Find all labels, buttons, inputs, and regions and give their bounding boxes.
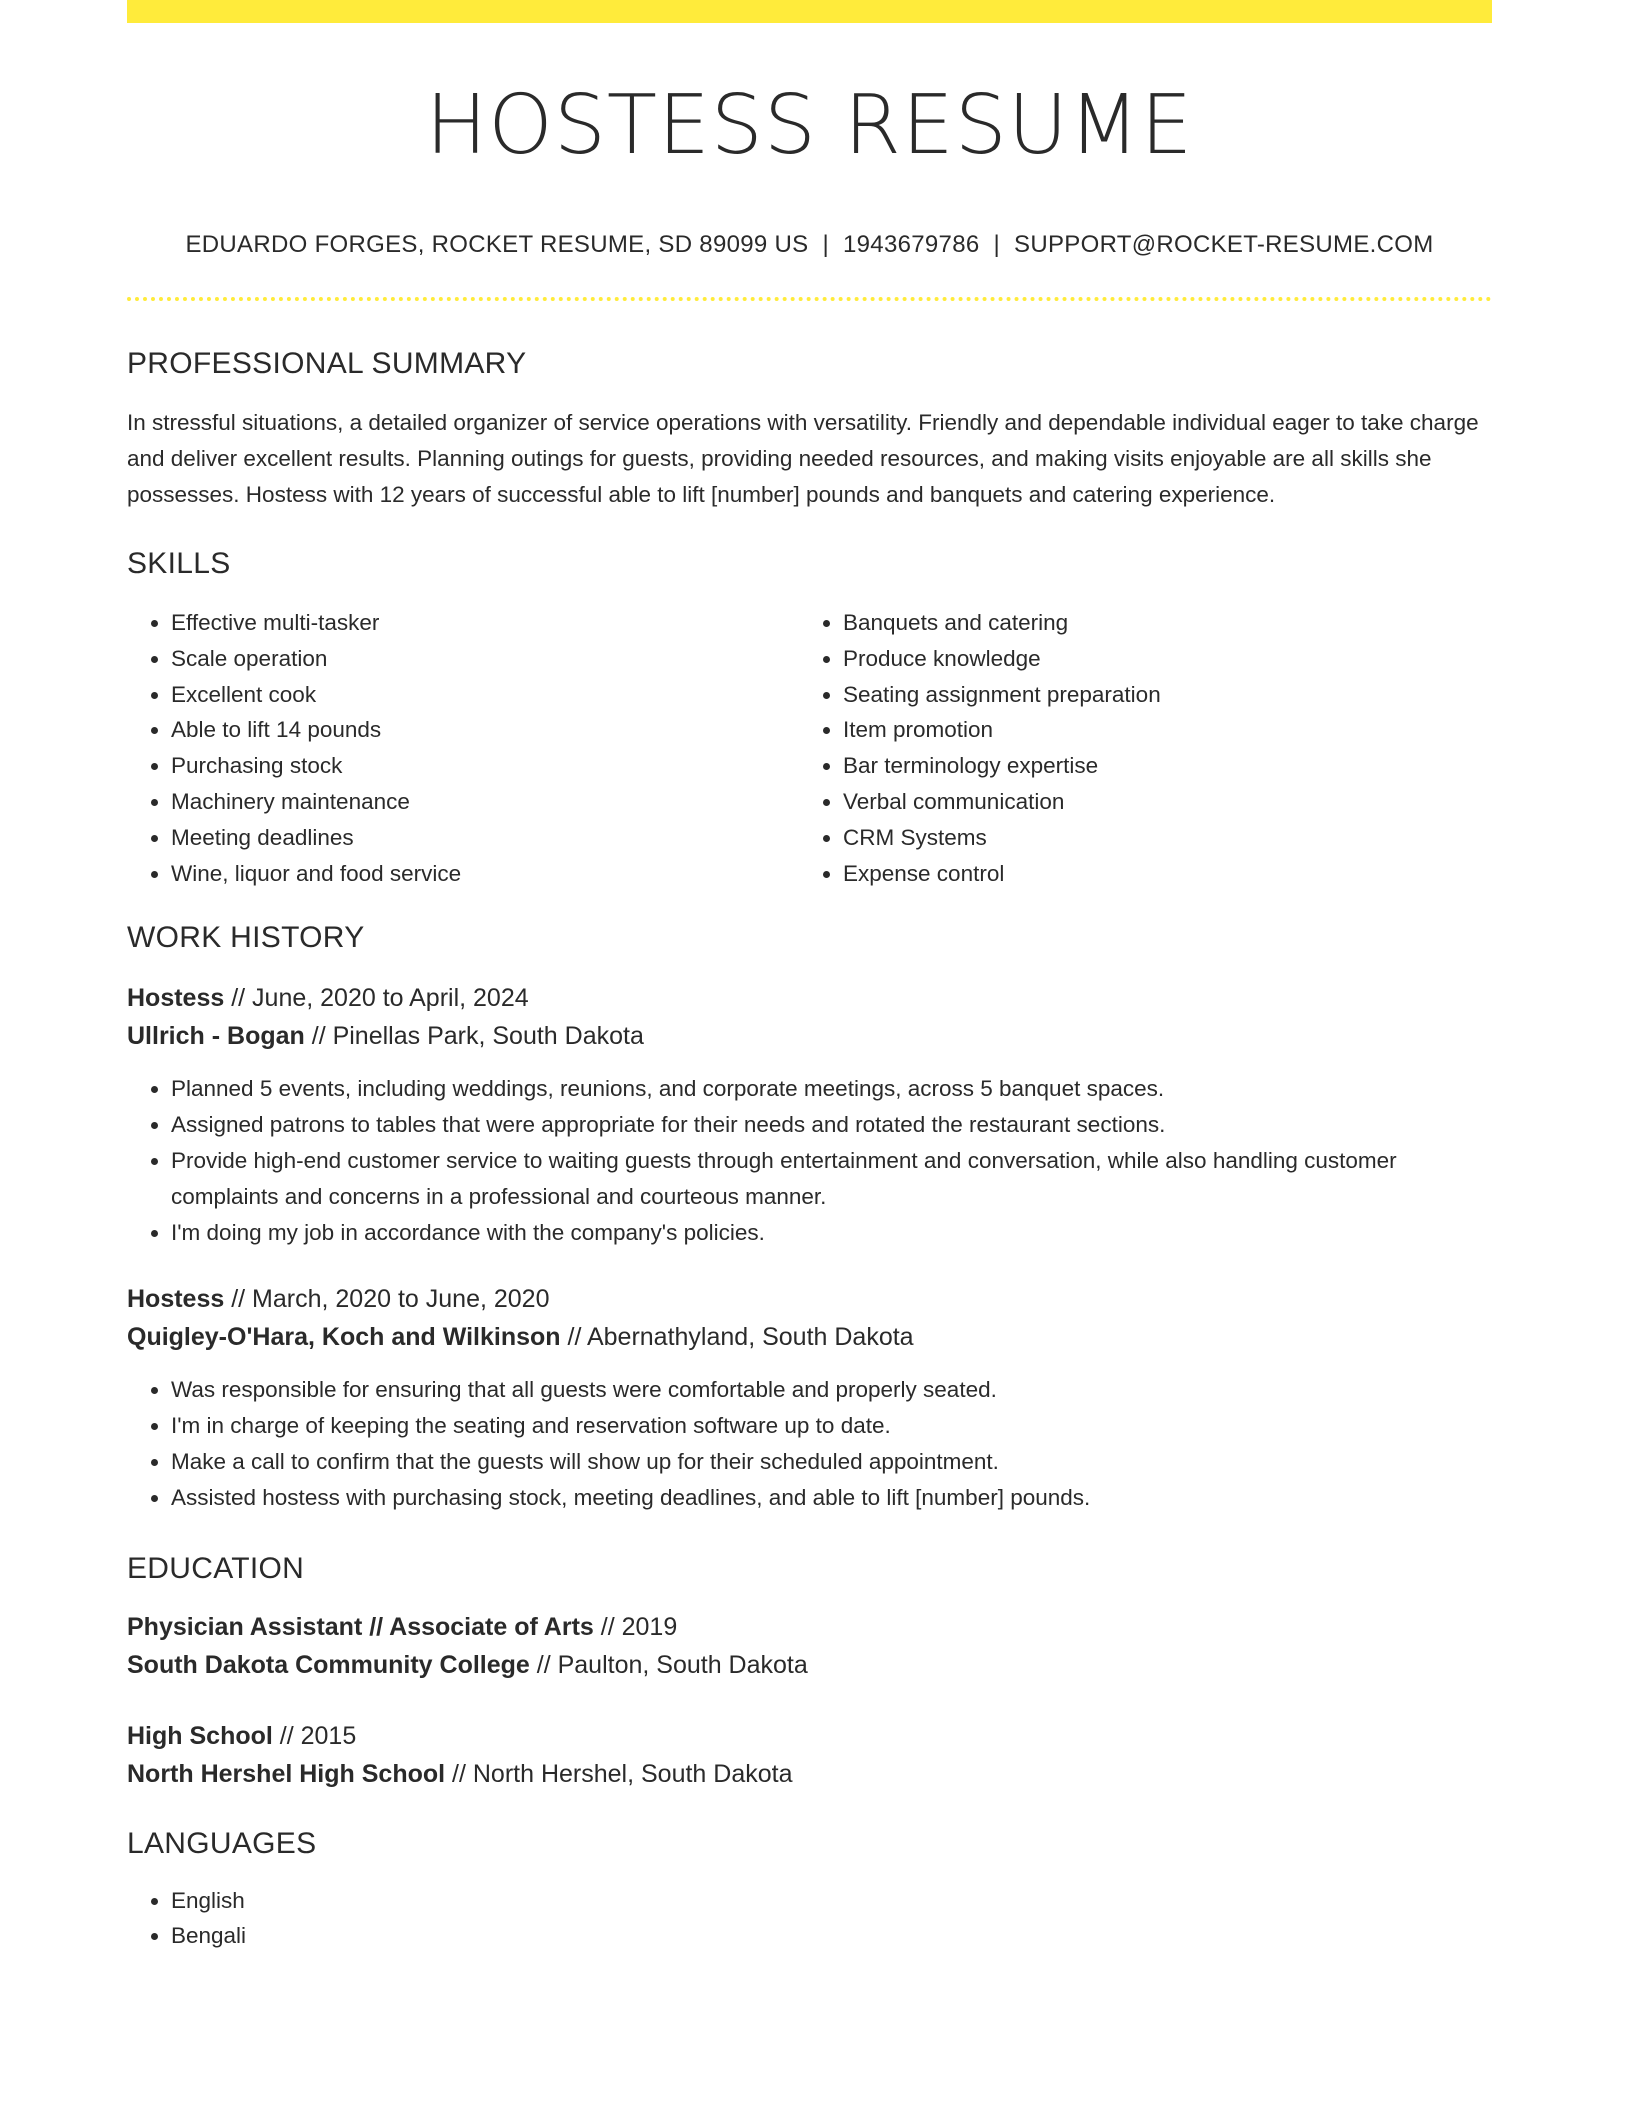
job-company: Quigley-O'Hara, Koch and Wilkinson — [127, 1323, 561, 1352]
job-company: Ullrich - Bogan — [127, 1022, 305, 1051]
job-1-title-line — [127, 979, 1492, 1017]
contact-address: EDUARDO FORGES, ROCKET RESUME, SD 89099 US — [185, 231, 809, 258]
skill-item: • Able to lift 14 pounds — [171, 712, 799, 748]
job-bullet: • Was responsible for ensuring that all guests were comfortable and properly seated. — [171, 1372, 1492, 1408]
skill-item: • Verbal communication — [843, 784, 1471, 820]
job-bullet: • Planned 5 events, including weddings, reunions, and corporate meetings, across 5 banquet spaces. — [171, 1071, 1492, 1107]
contact-line — [127, 231, 1492, 259]
skills-left-list — [127, 605, 799, 891]
language-item: • Bengali — [171, 1918, 1492, 1954]
education-1-school-line — [127, 1646, 1492, 1684]
education-degree: High School — [127, 1721, 273, 1750]
languages-heading: LANGUAGES — [127, 1826, 317, 1860]
skill-item: • Wine, liquor and food service — [171, 856, 799, 892]
skill-item: • Meeting deadlines — [171, 820, 799, 856]
education-location: // Paulton, South Dakota — [529, 1650, 808, 1679]
skill-item: • Excellent cook — [171, 677, 799, 713]
job-bullet: • I'm in charge of keeping the seating and reservation software up to date. — [171, 1408, 1492, 1444]
job-bullet: • Provide high-end customer service to waiting guests through entertainment and conversation, while also handling customer complaints and concerns in a professional and courteous manner. — [171, 1143, 1492, 1215]
skill-item: • Expense control — [843, 856, 1471, 892]
job-role: Hostess — [127, 1285, 225, 1314]
skill-item: • Bar terminology expertise — [843, 748, 1471, 784]
skill-item: • Machinery maintenance — [171, 784, 799, 820]
job-2-title-line — [127, 1280, 1492, 1318]
skill-item: • Scale operation — [171, 641, 799, 677]
skill-item: • Purchasing stock — [171, 748, 799, 784]
skills-heading: SKILLS — [127, 547, 231, 580]
education-school: South Dakota Community College — [127, 1650, 530, 1679]
skills-right-list — [799, 605, 1471, 891]
education-degree: Physician Assistant // Associate of Arts — [127, 1612, 594, 1641]
education-location: // North Hershel, South Dakota — [445, 1759, 793, 1788]
job-role: Hostess — [127, 984, 225, 1013]
education-year: // 2019 — [593, 1612, 678, 1641]
resume-title: HOSTESS RESUME — [425, 78, 1194, 173]
skill-item: • CRM Systems — [843, 820, 1471, 856]
languages-list — [127, 1883, 1492, 1955]
skill-item: • Effective multi-tasker — [171, 605, 799, 641]
contact-phone: 1943679786 — [843, 231, 980, 258]
job-bullet: • Assigned patrons to tables that were appropriate for their needs and rotated the restaurant sections. — [171, 1107, 1492, 1143]
skill-item: • Produce knowledge — [843, 641, 1471, 677]
job-bullet: • Assisted hostess with purchasing stock, meeting deadlines, and able to lift [number] pounds. — [171, 1480, 1492, 1516]
language-item: • English — [171, 1883, 1492, 1919]
job-dates: // March, 2020 to June, 2020 — [224, 1285, 550, 1314]
contact-email: SUPPORT@ROCKET-RESUME.COM — [1014, 231, 1434, 258]
summary-text: In stressful situations, a detailed organizer of service operations with versatility. Friendly and dependable individual eager to take charge and deliver excellent results. Planning outings for guests, providing needed resources, and making visits enjoyable are all skills she possesses. Hostess with 12 years of successful able to lift [number] pounds and banquets and catering experience. — [127, 410, 1479, 507]
skill-item: • Item promotion — [843, 712, 1471, 748]
skill-item: • Banquets and catering — [843, 605, 1471, 641]
contact-separator: | — [822, 231, 830, 258]
work-history-heading: WORK HISTORY — [127, 921, 365, 955]
education-heading: EDUCATION — [127, 1551, 305, 1585]
job-bullet: • I'm doing my job in accordance with the company's policies. — [171, 1215, 1492, 1251]
job-1-company-line — [127, 1017, 1492, 1055]
job-location: // Pinellas Park, South Dakota — [304, 1022, 644, 1051]
education-year: // 2015 — [272, 1721, 357, 1750]
education-2-school-line — [127, 1755, 1492, 1793]
education-1-degree-line — [127, 1608, 1492, 1646]
skill-item: • Seating assignment preparation — [843, 677, 1471, 713]
job-dates: // June, 2020 to April, 2024 — [224, 984, 529, 1013]
job-2-company-line — [127, 1318, 1492, 1356]
summary-heading: PROFESSIONAL SUMMARY — [127, 347, 527, 380]
dotted-divider — [127, 297, 1492, 301]
skills-columns — [127, 605, 1492, 891]
accent-top-bar — [127, 0, 1492, 23]
contact-separator: | — [993, 231, 1001, 258]
job-location: // Abernathyland, South Dakota — [560, 1323, 914, 1352]
job-1-bullets — [127, 1071, 1492, 1250]
job-2-bullets — [127, 1372, 1492, 1515]
education-2-degree-line — [127, 1717, 1492, 1755]
education-school: North Hershel High School — [127, 1759, 446, 1788]
resume-page — [127, 0, 1492, 1954]
job-bullet: • Make a call to confirm that the guests will show up for their scheduled appointment. — [171, 1444, 1492, 1480]
